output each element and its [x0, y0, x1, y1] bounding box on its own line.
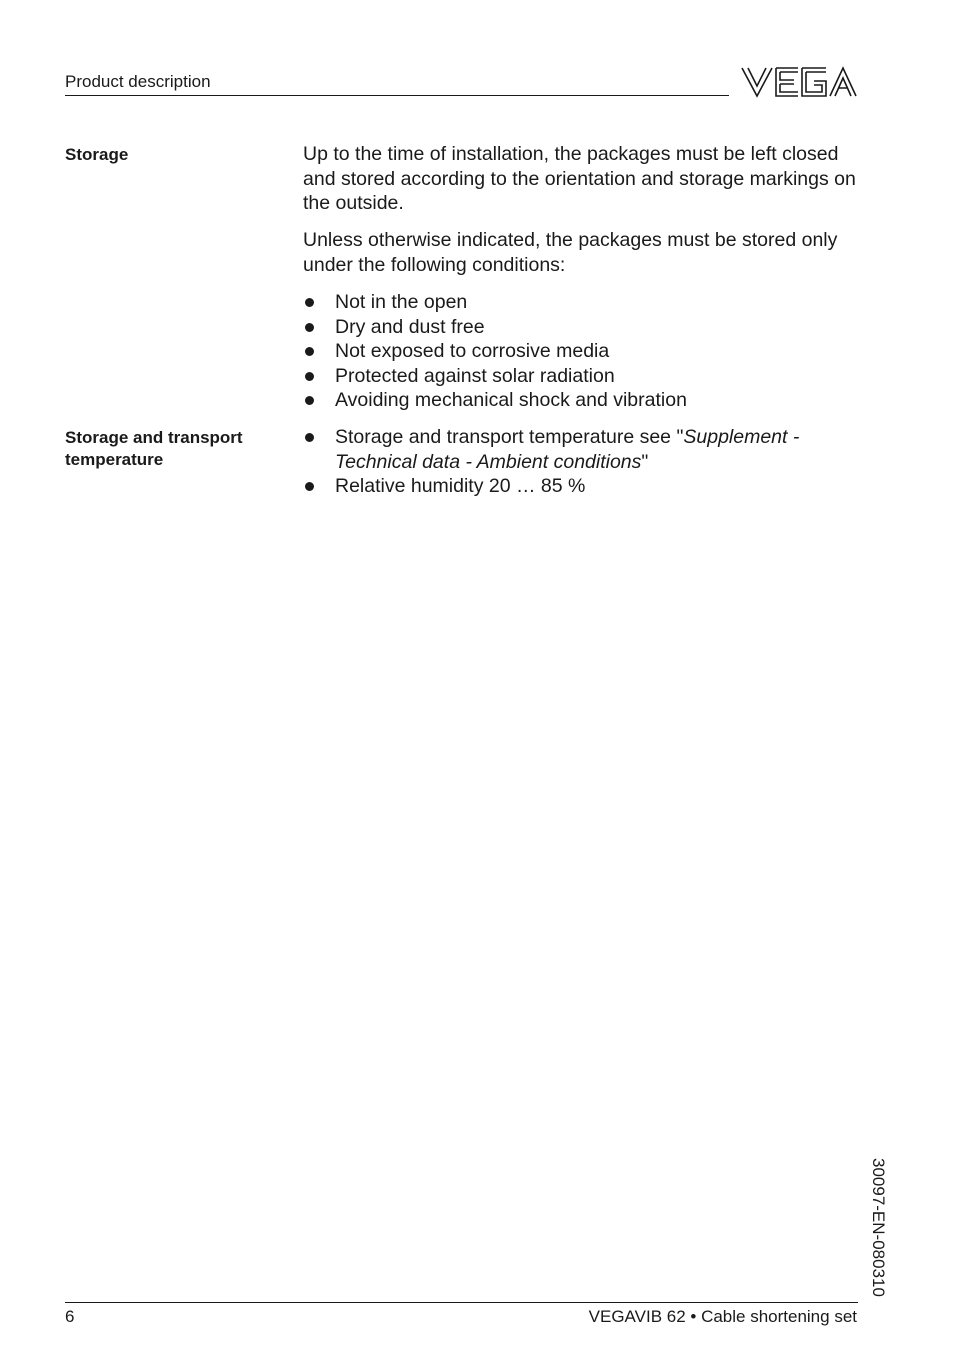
- list-item-text: Not in the open: [335, 291, 468, 313]
- storage-paragraph-1: Up to the time of installation, the packages must be left closed and stored according to the orientation and storage markings on the outside.: [303, 143, 856, 214]
- storage-paragraph-2: Unless otherwise indicated, the packages must be stored only under the following conditions:: [303, 229, 838, 276]
- transport-temperature-label-line-1: Storage and transport: [65, 428, 243, 447]
- supplement-reference: Supplement - Technical data - Ambient conditions: [335, 426, 800, 473]
- page-number: 6: [65, 1307, 75, 1326]
- list-item: [303, 474, 863, 499]
- transport-temperature-label: [65, 427, 243, 471]
- transport-conditions-list: [303, 425, 863, 499]
- storage-conditions-list: [303, 290, 863, 413]
- document-code: 30097-EN-080310: [869, 1158, 888, 1297]
- list-item-text: Dry and dust free: [335, 315, 485, 338]
- bullet-dot: [305, 347, 314, 356]
- list-item-text-suffix: ": [641, 450, 649, 473]
- vega-logo: [740, 66, 858, 98]
- list-item-text-prefix: Storage and transport temperature see ": [335, 426, 684, 448]
- header-rule: [65, 95, 729, 96]
- list-item: [303, 290, 863, 315]
- list-item-text: Not exposed to corrosive media: [335, 340, 610, 362]
- list-item-text: Protected against solar radiation: [335, 364, 615, 387]
- list-item: [303, 388, 863, 413]
- list-item: [303, 364, 863, 389]
- transport-temperature-label-line-2: temperature: [65, 450, 164, 469]
- bullet-dot: [305, 372, 314, 381]
- footer-document-title: VEGAVIB 62 • Cable shortening set: [588, 1307, 857, 1326]
- storage-label: Storage: [65, 145, 129, 164]
- bullet-dot: [305, 323, 314, 332]
- list-item-text: Relative humidity 20 … 85 %: [335, 475, 586, 497]
- bullet-dot: [305, 298, 314, 307]
- list-item: [303, 339, 863, 364]
- list-item: [303, 425, 863, 474]
- list-item: [303, 315, 863, 340]
- footer-rule: [65, 1302, 858, 1303]
- bullet-dot: [305, 482, 314, 491]
- bullet-dot: [305, 433, 314, 442]
- header-section-title: Product description: [65, 72, 211, 91]
- bullet-dot: [305, 396, 314, 405]
- list-item-text: Avoiding mechanical shock and vibration: [335, 389, 687, 411]
